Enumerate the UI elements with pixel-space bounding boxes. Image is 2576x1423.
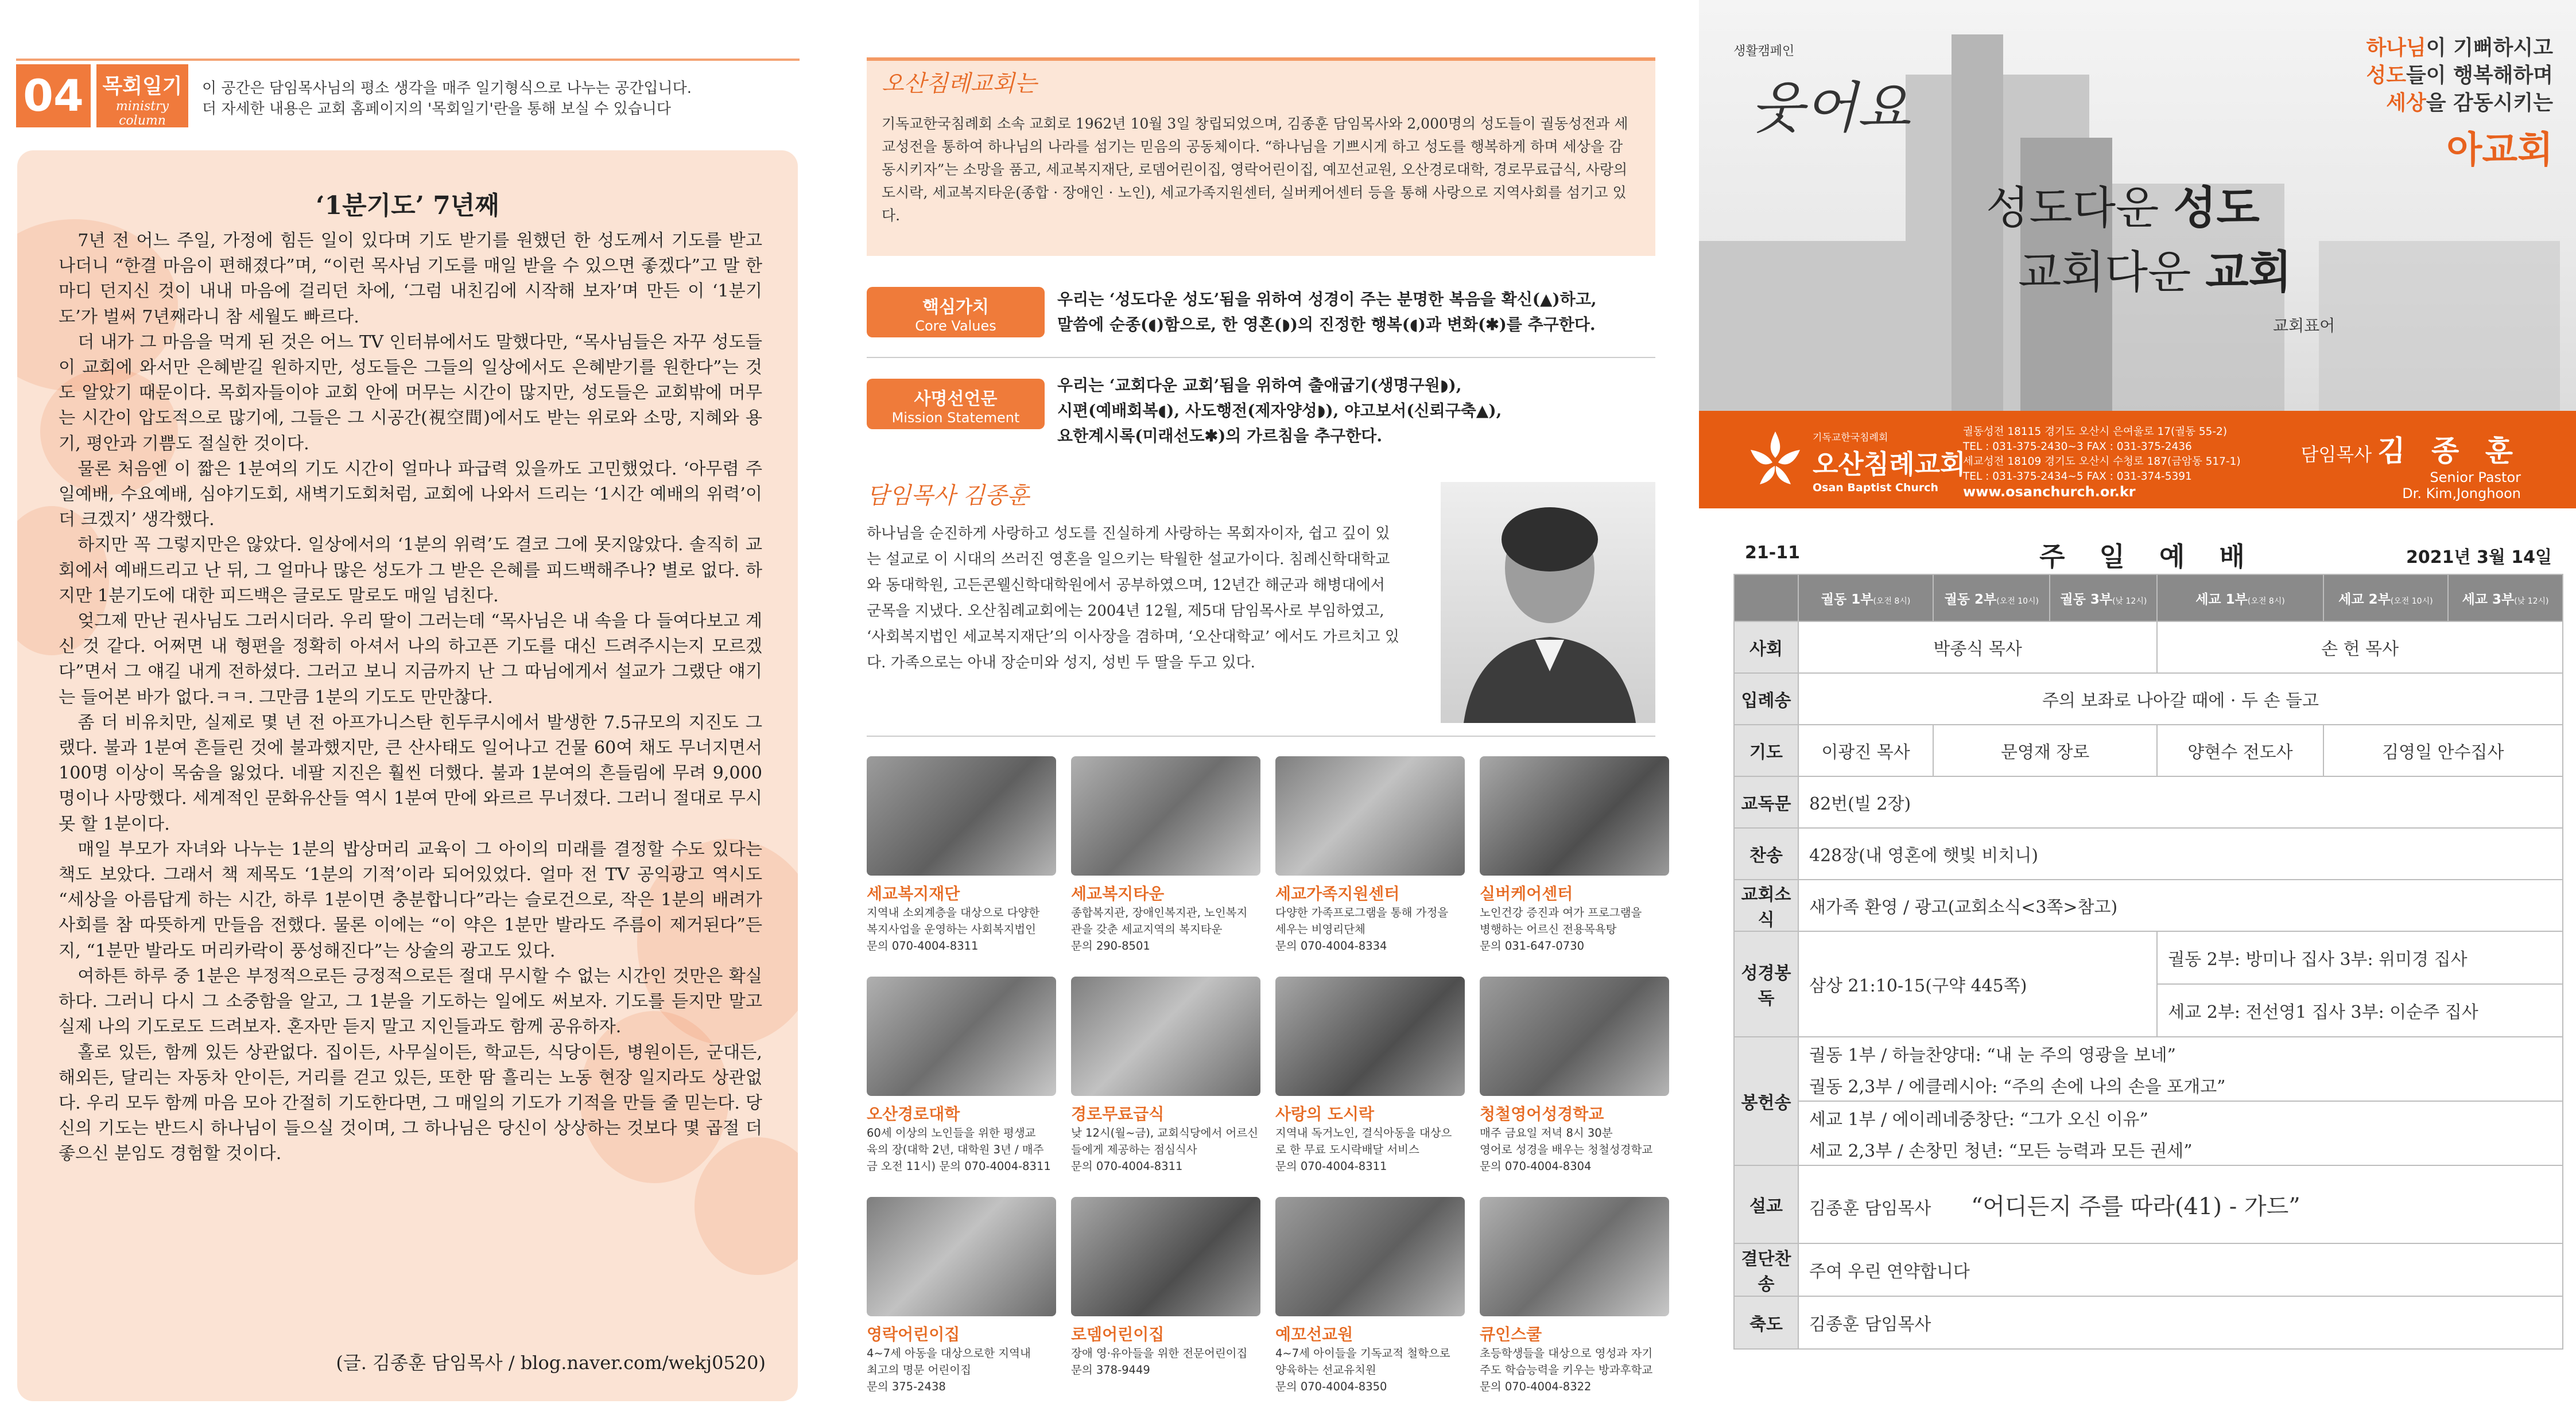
ministry-description <box>1480 904 1675 954</box>
ministry-description-line: 지역내 독거노인, 결식아동을 대상으 <box>1275 1126 1452 1140</box>
ministry-title: 영락어린이집 <box>867 1325 960 1344</box>
order-value: 문영재 장로 <box>1933 725 2157 776</box>
core-values-line: 말씀에 순종(◖)함으로, 한 영혼(◗)의 진정한 행복(◖)과 변화(✱)를 추구한다. <box>1057 315 1596 334</box>
essay-title: ‘1분기도’ 7년째 <box>316 191 499 220</box>
ministry-photo <box>867 756 1056 876</box>
ministry-description-line: 로 한 무료 도시락배달 서비스 <box>1275 1143 1419 1156</box>
order-value: 이광진 목사 <box>1798 725 1933 776</box>
order-value: 세교 2부: 전선영1 집사 3부: 이순주 집사 <box>2157 984 2563 1037</box>
ministry-description-line: 문의 070-4004-8350 <box>1275 1380 1387 1393</box>
church-name-en: Osan Baptist Church <box>1813 481 1939 494</box>
building-image <box>2319 241 2560 411</box>
core-values-badge <box>867 287 1045 337</box>
ministry-photo <box>1480 756 1669 876</box>
ministry-description <box>1071 1125 1266 1175</box>
order-value: 428장(내 영혼에 햇빛 비치니) <box>1798 828 2563 880</box>
order-row-entrance <box>1734 673 2563 725</box>
essay-paragraph: 물론 처음엔 이 짧은 1분여의 기도 시간이 얼마나 파급력 있을까도 고민했었다. ‘아무렴 주일예배, 수요예배, 심야기도회, 새벽기도회처럼, 교회에 나와서 드리는 ‘1시간 예배의 위력’이 더 크겠지’ 생각했다. <box>59 458 762 530</box>
service-times-row <box>1734 574 2563 621</box>
ministry-description-line: 매주 금요일 저녁 8시 30분 <box>1480 1126 1613 1140</box>
church-logo-icon <box>1744 427 1807 490</box>
order-value: 삼상 21:10-15(구약 445쪽) <box>1798 931 2157 1037</box>
ministry-description-line: 양육하는 선교유치원 <box>1275 1363 1376 1377</box>
column-name-en: ministry column <box>115 99 169 128</box>
church-intro-panel <box>844 0 1670 1423</box>
core-values-label-en: Core Values <box>915 318 996 334</box>
service-time: 궐동 3부(낮 12시) <box>2050 574 2157 621</box>
essay-signature: (글. 김종훈 담임목사 / blog.naver.com/wekj0520) <box>336 1352 766 1374</box>
service-title: 주 일 예 배 <box>2039 541 2257 572</box>
order-row-offering-4 <box>1734 1133 2563 1165</box>
building-image <box>1699 241 1906 411</box>
ministry-photo <box>1275 977 1465 1096</box>
order-value: 궐동 2,3부 / 에클레시아: “주의 손에 나의 손을 포개고” <box>1798 1069 2563 1101</box>
church-info-bar <box>1699 411 2576 508</box>
ministry-photo <box>1275 756 1465 876</box>
church-denomination: 기독교한국침례회 <box>1813 432 1888 444</box>
ministry-description <box>867 904 1062 954</box>
ministry-title: 실버케어센터 <box>1480 884 1573 903</box>
bulletin-number: 21-11 <box>1745 543 1800 563</box>
ministry-description <box>1480 1125 1675 1175</box>
church-address <box>1963 425 2241 499</box>
service-time: 세교 2부(오전 10시) <box>2323 574 2448 621</box>
motto-line-1 <box>1986 172 2260 236</box>
header-empty <box>1734 574 1798 621</box>
ministry-description-line: 4~7세 아이들을 기독교적 철학으로 <box>1275 1347 1450 1360</box>
church-name-block <box>1813 429 1966 494</box>
ministry-description <box>1071 904 1266 954</box>
ministry-description-line: 병행하는 어르신 전용목욕탕 <box>1480 923 1617 936</box>
ministry-description <box>1275 1345 1471 1395</box>
order-row-blessing <box>1734 1296 2563 1349</box>
mission-label: 사명선언문 <box>914 389 998 409</box>
ministry-photo <box>1071 1197 1260 1316</box>
column-intro-line: 이 공간은 담임목사님의 평소 생각을 매주 일기형식으로 나누는 공간입니다. <box>202 80 692 97</box>
ministry-description-line: 초등학생들을 대상으로 영성과 자기 <box>1480 1347 1653 1360</box>
church-name: 오산침례교회 <box>1813 449 1966 480</box>
essay-paragraph: 더 내가 그 마음을 먹게 된 것은 어느 TV 인터뷰에서도 말했다만, “목사님들은 자꾸 성도들이 교회에 와서만 은혜받길 원하지만, 성도들은 그들의 일상에서도 은혜받기를 원한다”는 것도 알았기 때문이다. 목회자들이야 교회 안에 머무는 시간이 많지만, 성도들은 교회밖에 머무는 시간이 압도적으로 많기에, 그들은 그 시공간(視空間)에서도 받는 위로와 소망, 지혜와 용기, 평안과 기쁨도 절실한 것이다. <box>59 332 762 454</box>
ministry-title: 오산경로대학 <box>867 1105 960 1123</box>
pastor-name: 김 종 훈 <box>2377 434 2521 468</box>
ministry-title: 세교복지재단 <box>867 884 960 903</box>
ministry-description-line: 문의 378-9449 <box>1071 1363 1150 1377</box>
ministry-description-line: 노인건강 증진과 여가 프로그램을 <box>1480 906 1642 919</box>
ministry-title: 큐인스쿨 <box>1480 1325 1542 1344</box>
ministry-photo <box>1275 1197 1465 1316</box>
slogan-text: 을 감동시키는 <box>2426 91 2553 115</box>
core-values-text <box>1057 287 1660 337</box>
order-row-offering-3 <box>1734 1101 2563 1133</box>
ministry-description-line: 관을 갖춘 세교지역의 복지타운 <box>1071 923 1223 936</box>
order-row-offering <box>1734 1037 2563 1069</box>
order-row-reading <box>1734 931 2563 984</box>
mission-text <box>1057 373 1660 449</box>
ministry-title: 경로무료급식 <box>1071 1105 1165 1123</box>
essay-body <box>59 228 762 1167</box>
pastor-section-title: 담임목사 김종훈 <box>867 483 1030 509</box>
ministry-title: 세교복지타운 <box>1071 884 1165 903</box>
order-label: 입례송 <box>1734 673 1798 725</box>
sermon-preacher: 김종훈 담임목사 <box>1809 1198 1931 1219</box>
service-time: 세교 1부(오전 8시) <box>2157 574 2323 621</box>
order-label: 교회소식 <box>1734 880 1798 931</box>
ministry-description-line: 영어로 성경을 배우는 청철성경학교 <box>1480 1143 1653 1156</box>
order-value: 박종식 목사 <box>1798 621 2157 673</box>
essay-paragraph: 7년 전 어느 주일, 가정에 힘든 일이 있다며 기도 받기를 원했던 한 성도께서 기도를 받고 나더니 “한결 마음이 편해졌다”며, “이런 목사님 기도를 매일 받을 수 있으면 좋겠다”고 말 한마디 던지신 것이 내내 마음에 걸리던 차에, ‘그럼 내친김에 시작해 보자’며 만든 이 ‘1분기도’가 벌써 7년째라니 참 세월도 빠르다. <box>59 231 762 327</box>
divider <box>867 736 1655 737</box>
ministry-description-line: 4~7세 아동을 대상으로한 지역내 <box>867 1347 1031 1360</box>
mission-line: 요한계시록(미래선도✱)의 가르침을 추구한다. <box>1057 426 1383 445</box>
church-banner <box>1699 0 2576 411</box>
ministry-description-line: 문의 290-8501 <box>1071 939 1150 952</box>
order-row-news <box>1734 880 2563 931</box>
order-value: 양현수 전도사 <box>2157 725 2323 776</box>
church-url[interactable]: www.osanchurch.or.kr <box>1963 484 2136 500</box>
ministry-description-line: 다양한 가족프로그램을 통해 가정을 <box>1275 906 1449 919</box>
ministry-title: 청철영어성경학교 <box>1480 1105 1604 1123</box>
order-row-prayer <box>1734 725 2563 776</box>
ministry-photo <box>867 977 1056 1096</box>
slogan-church: 아교회 <box>2446 129 2553 172</box>
order-label: 사회 <box>1734 621 1798 673</box>
ministry-photo <box>1071 977 1260 1096</box>
sermon-title: “어디든지 주를 따라(41) - 가드” <box>1970 1193 2300 1220</box>
order-value: 세교 2,3부 / 손창민 청년: “모든 능력과 모든 권세” <box>1798 1133 2563 1165</box>
ministry-description-line: 최고의 명문 어린이집 <box>867 1363 971 1377</box>
order-row-hymn <box>1734 828 2563 880</box>
column-intro-line: 더 자세한 내용은 교회 홈페이지의 '목회일기'란을 통해 보실 수 있습니다 <box>202 100 672 118</box>
motto-emphasis: 성도 <box>2173 182 2260 234</box>
order-label: 교독문 <box>1734 776 1798 828</box>
service-date: 2021년 3월 14일 <box>2406 547 2552 567</box>
service-time: 궐동 2부(오전 10시) <box>1933 574 2050 621</box>
ministry-description-line: 장애 영·유아들을 위한 전문어린이집 <box>1071 1347 1248 1360</box>
essay-box <box>17 150 798 1401</box>
order-value: 세교 1부 / 에이레네중창단: “그가 오신 이유” <box>1798 1101 2563 1133</box>
campaign-small: 생활캠페인 <box>1733 44 1795 59</box>
slogan-highlight: 하나님 <box>2366 36 2426 60</box>
ministry-description-line: 문의 070-4004-8311 <box>867 939 979 952</box>
mission-badge <box>867 379 1045 429</box>
ministry-description-line: 종합복지관, 장애인복지관, 노인복지 <box>1071 906 1248 919</box>
order-value: 82번(빌 2장) <box>1798 776 2563 828</box>
order-row-creed <box>1734 776 2563 828</box>
worship-bulletin-panel <box>1699 0 2576 1423</box>
order-label: 성경봉독 <box>1734 931 1798 1037</box>
ministry-title: 예꼬선교원 <box>1275 1325 1353 1344</box>
ministry-description-line: 문의 070-4004-8322 <box>1480 1380 1592 1393</box>
service-time: 궐동 1부(오전 8시) <box>1798 574 1933 621</box>
senior-pastor-block <box>2300 428 2521 501</box>
address-line: TEL : 031-375-2434~5 FAX : 031-374-5391 <box>1963 471 2192 483</box>
column-name: 목회일기 <box>102 75 183 98</box>
order-value: 궐동 1부 / 하늘찬양대: “내 눈 주의 영광을 보네” <box>1798 1037 2563 1069</box>
ministry-description-line: 문의 031-647-0730 <box>1480 939 1585 952</box>
ministry-description-line: 문의 375-2438 <box>867 1380 946 1393</box>
slogan-text: 이 기뻐하시고 <box>2426 36 2553 60</box>
essay-paragraph: 엊그제 만난 권사님도 그러시더라. 우리 딸이 그러는데 “목사님은 내 속을 다 들여다보고 계신 것 같다. 어쩌면 내 형편을 정확히 아셔서 나의 하고픈 기도를 대신 드려주시는지 모르겠다”면서 그 얘길 내게 전하셨다. 그러고 보니 지금까지 난 그 따님에게서 설교가 그랬단 얘기는 들어본 바가 없다.ㅋㅋ. 그만큼 1분의 기도도 만만찮다. <box>59 611 762 707</box>
church-intro-text: 기독교한국침례회 소속 교회로 1962년 10월 3일 창립되었으며, 김종훈 담임목사와 2,000명의 성도들이 궐동성전과 세교성전을 통하여 하나님의 나라를 섬기는 믿음의 공동체이다. “하나님을 기쁘시게 하고 성도를 행복하게 하며 세상을 감동시키자”는 소망을 품고, 세교복지재단, 로뎀어린이집, 영락어린이집, 예꼬선교원, 오산경로대학, 경로무료급식, 사랑의도시락, 세교복지타운(종합 · 장애인 · 노인), 세교가족지원센터, 실버케어센터 등을 통해 사랑으로 지역사회를 섬기고 있다. <box>882 115 1628 224</box>
campaign-text: 웃어요 <box>1751 76 1911 140</box>
core-values-label: 핵심가치 <box>922 297 989 317</box>
motto-text: 교회다운 <box>2018 247 2206 298</box>
ministry-title: 세교가족지원센터 <box>1275 884 1400 903</box>
order-label: 봉헌송 <box>1734 1037 1798 1165</box>
pastor-bio: 하나님을 순진하게 사랑하고 성도를 진실하게 사랑하는 목회자이자, 쉽고 깊이 있는 설교로 이 시대의 쓰러진 영혼을 일으키는 탁월한 설교가이다. 침례신학대학교와 동대학원, 고든콘웰신학대학원에서 공부하였으며, 12년간 해군과 해병대에서 군목을 지냈다. 오산침례교회에는 2004년 12월, 제5대 담임목사로 부임하였고, ‘사회복지법인 세교복지재단’의 이사장을 겸하며, ‘오산대학교’ 에서도 가르치고 있다. 가족으로는 아내 장순미와 성지, 성빈 두 딸을 두고 있다. <box>867 525 1400 671</box>
mission-label-en: Mission Statement <box>891 410 1020 426</box>
order-label: 기도 <box>1734 725 1798 776</box>
mission-line: 시편(예배회복◖), 사도행전(제자양성◗), 야고보서(신뢰구축▲), <box>1057 401 1502 420</box>
ministry-description-line: 세우는 비영리단체 <box>1275 923 1365 936</box>
core-values-line: 우리는 ‘성도다운 성도’됨을 위하여 성경이 주는 분명한 복음을 확신(▲)하고, <box>1057 290 1597 309</box>
order-value: 주여 우린 연약합니다 <box>1798 1243 2563 1296</box>
pastor-role: 담임목사 <box>2300 444 2372 465</box>
order-of-worship-table <box>1733 574 2563 1350</box>
order-value <box>1798 1165 2563 1243</box>
service-header <box>1733 534 2563 572</box>
church-slogan <box>2366 34 2553 117</box>
slogan-highlight: 세상 <box>2386 91 2426 115</box>
ministry-description <box>1275 904 1471 954</box>
ministry-description-line: 문의 070-4004-8334 <box>1275 939 1387 952</box>
motto-text: 성도다운 <box>1986 182 2174 234</box>
order-label: 축도 <box>1734 1296 1798 1349</box>
column-number: 04 <box>16 64 91 127</box>
ministry-description-line: 금 오전 11시) 문의 070-4004-8311 <box>867 1160 1051 1173</box>
column-name-badge <box>96 64 188 127</box>
order-value: 김종훈 담임목사 <box>1798 1296 2563 1349</box>
pastor-role-en: Senior Pastor <box>2430 469 2521 485</box>
address-line: 세교성전 18109 경기도 오산시 수청로 187(금암동 517-1) <box>1963 456 2241 468</box>
pastor-portrait-icon <box>1441 482 1655 723</box>
ministry-description-line: 문의 070-4004-8311 <box>1275 1160 1387 1173</box>
order-row-decision <box>1734 1243 2563 1296</box>
divider <box>867 357 1655 358</box>
ministry-title: 로뎀어린이집 <box>1071 1325 1165 1344</box>
order-value: 새가족 환영 / 광고(교회소식<3쪽>참고) <box>1798 880 2563 931</box>
order-value: 김영일 안수집사 <box>2323 725 2563 776</box>
ministry-description-line: 60세 이상의 노인들을 위한 평생교 <box>867 1126 1036 1140</box>
ministry-description <box>867 1125 1062 1175</box>
pastor-name-en: Dr. Kim,Jonghoon <box>2402 485 2521 501</box>
slogan-text: 들이 행복해하며 <box>2406 64 2553 87</box>
order-row-host <box>1734 621 2563 673</box>
ministry-title: 사랑의 도시락 <box>1275 1105 1375 1123</box>
service-time: 세교 3부(낮 12시) <box>2448 574 2563 621</box>
ministry-description-line: 들에게 제공하는 점심식사 <box>1071 1143 1197 1156</box>
ministry-description <box>867 1345 1062 1395</box>
essay-paragraph: 매일 부모가 자녀와 나누는 1분의 밥상머리 교육이 그 아이의 미래를 결정할 수도 있다는 책도 보았다. 그래서 책 제목도 ‘1분의 기적’이라 되어있었다. 얼마 전 TV 공익광고 역시도 “세상을 아름답게 하는 시간, 하루 1분이면 충분합니다”라는 슬로건으로, 작은 1분의 배려가 사회를 참 따뜻하게 만들음 전했다. 물론 이에는 “이 약은 1분만 발라도 주름이 제거된다”든지, “1분만 발라도 머리카락이 풍성해진다”는 상술의 광고도 있다. <box>59 839 762 961</box>
ministry-photo <box>1480 977 1669 1096</box>
order-label: 설교 <box>1734 1165 1798 1243</box>
essay-paragraph: 좀 더 비유치만, 실제로 몇 년 전 아프가니스탄 힌두쿠시에서 발생한 7.5규모의 지진도 그랬다. 불과 1분여 흔들린 것에 불과했지만, 큰 산사태도 일어나고 건물 60여 채도 무너지면서 100명 이상이 목숨을 잃었다. 네팔 지진은 훨씬 더했다. 불과 1분여의 흔들림에 무려 9,000명이나 사망했다. 세계적인 문화유산들 역시 1분여 만에 와르르 무너졌다. 그러니 절대로 무시 못 할 1분이다. <box>59 712 762 834</box>
motto-label: 교회표어 <box>2273 316 2336 335</box>
essay-paragraph: 여하튼 하루 중 1분은 부정적으로든 긍정적으로든 절대 무시할 수 없는 시간인 것만은 확실하다. 그러니 다시 그 소중함을 알고, 그 1분을 기도하는 일에도 써보자. 기도를 듣지만 말고 실제 나의 기도로도 드려보자. 혼자만 듣지 말고 지인들과도 함께 공유하자. <box>59 966 762 1037</box>
slogan-highlight: 성도 <box>2366 64 2407 87</box>
order-row-sermon <box>1734 1165 2563 1243</box>
column-top-rule <box>16 59 800 61</box>
address-line: 궐동성전 18115 경기도 오산시 은여울로 17(궐동 55-2) <box>1963 426 2228 438</box>
ministry-description-line: 문의 070-4004-8304 <box>1480 1160 1592 1173</box>
essay-paragraph: 하지만 꼭 그렇지만은 않았다. 일상에서의 ‘1분의 위력’도 결코 그에 못지않았다. 솔직히 교회에서 예배드리고 난 뒤, 그 얼마나 많은 성도가 그 받은 은혜를 피드백해주나? 별로 없다. 하지만 1분기도에 대한 피드백은 글로도 말로도 매일 넘친다. <box>59 535 762 606</box>
motto-line-2 <box>2018 236 2292 301</box>
order-value: 주의 보좌로 나아갈 때에 · 두 손 들고 <box>1798 673 2563 725</box>
order-label: 찬송 <box>1734 828 1798 880</box>
order-value: 궐동 2부: 방미나 집사 3부: 위미경 집사 <box>2157 931 2563 984</box>
ministry-description-line: 낮 12시(월~금), 교회식당에서 어르신 <box>1071 1126 1259 1140</box>
ministry-description-line: 지역내 소외계층을 대상으로 다양한 <box>867 906 1040 919</box>
mission-line: 우리는 ‘교회다운 교회’됨을 위하여 출애굽기(생명구원◗), <box>1057 376 1462 395</box>
ministry-description <box>1071 1345 1266 1378</box>
ministry-photo <box>1480 1197 1669 1316</box>
ministry-description-line: 복지사업을 운영하는 사회복지법인 <box>867 923 1036 936</box>
essay-paragraph: 홀로 있든, 함께 있든 상관없다. 집이든, 사무실이든, 학교든, 식당이든, 병원이든, 군대든, 해외든, 달리는 자동차 안이든, 거리를 걷고 있든, 또한 땀 흘리는 노동 현장 일지라도 상관없다. 우리 모두 함께 마음 모아 간절히 기도한다면, 그 매일의 기도가 기적을 만들 줄 믿는다. 당신의 기도는 반드시 하나님이 들으실 것이며, 그 하나님은 당신이 상상하는 것보다 몇 곱절 더 좋으신 분임도 경험할 것이다. <box>59 1042 762 1164</box>
church-intro-title: 오산침례교회는 <box>882 71 1037 97</box>
order-value: 손 헌 목사 <box>2157 621 2563 673</box>
ministry-description-line: 주도 학습능력을 키우는 방과후학교 <box>1480 1363 1653 1377</box>
ministry-column-panel <box>0 0 827 1423</box>
ministry-description-line: 육의 장(대학 2년, 대학원 3년 / 매주 <box>867 1143 1044 1156</box>
motto-emphasis: 교회 <box>2205 246 2292 298</box>
ministry-description <box>1480 1345 1675 1395</box>
order-label: 결단찬송 <box>1734 1243 1798 1296</box>
order-row-offering-2 <box>1734 1069 2563 1101</box>
column-intro <box>202 78 799 119</box>
ministry-photo <box>1071 756 1260 876</box>
ministry-description <box>1275 1125 1471 1175</box>
pastor-photo <box>1441 482 1655 723</box>
address-line: TEL : 031-375-2430~3 FAX : 031-375-2436 <box>1963 441 2192 453</box>
ministry-description-line: 문의 070-4004-8311 <box>1071 1160 1183 1173</box>
ministry-photo <box>867 1197 1056 1316</box>
